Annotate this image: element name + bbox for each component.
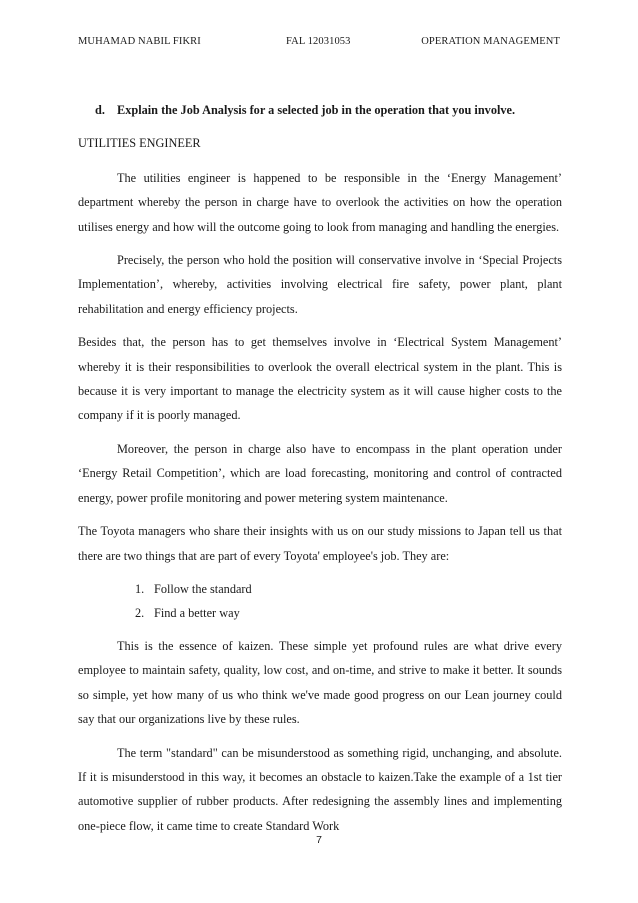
question-number: d.: [95, 103, 105, 117]
page-header: [78, 36, 560, 52]
list-item: [78, 577, 562, 601]
paragraph: Moreover, the person in charge also have to encompass in the plant operation under ‘Energy Retail Competition’, which are load forecasting, monitoring and control of contracted energy, power profile monitoring and power metering system maintenance.: [78, 441, 562, 505]
page-body: [78, 98, 562, 847]
list-item-number: 2.: [135, 605, 145, 620]
paragraph: The utilities engineer is happened to be responsible in the ‘Energy Management’ department whereby the person in charge have to overlook the activities on how the operation utilises energy and how will the outcome going to look from managing and handling the energies.: [78, 170, 562, 234]
numbered-list: [78, 577, 562, 625]
paragraph: This is the essence of kaizen. These simple yet profound rules are what drive every employee to maintain safety, quality, low cost, and on-time, and strive to make it better. It sounds so simple, yet how many of us who think we've made good progress on our Lean journey could say that our organizations live by these rules.: [78, 638, 562, 727]
page-number: 7: [316, 834, 322, 846]
list-item-number: 1.: [135, 581, 145, 596]
header-author: MUHAMAD NABIL FIKRI: [78, 36, 201, 47]
list-item-text: Follow the standard: [154, 581, 252, 596]
list-item: [78, 601, 562, 625]
section-title: UTILITIES ENGINEER: [78, 136, 201, 151]
question-heading: [78, 98, 562, 122]
header-id: FAL 12031053: [286, 36, 351, 47]
list-item-text: Find a better way: [154, 605, 240, 620]
header-subject: OPERATION MANAGEMENT: [421, 36, 560, 47]
paragraph: The Toyota managers who share their insights with us on our study missions to Japan tell us that there are two things that are part of every Toyota' employee's job. They are:: [78, 524, 562, 563]
question-text: Explain the Job Analysis for a selected job in the operation that you involve.: [117, 103, 516, 117]
paragraph: The term "standard" can be misunderstood as something rigid, unchanging, and absolute. If it is misunderstood in this way, it becomes an obstacle to kaizen.Take the example of a 1st tier automotive supplier of rubber products. After redesigning the assembly lines and implementing one-piece flow, it came time to create Standard Work: [78, 745, 562, 833]
paragraph: Precisely, the person who hold the position will conservative involve in ‘Special Projects Implementation’, whereby, activities involving electrical fire safety, power plant, plant rehabilitation and energy efficiency projects.: [78, 253, 562, 316]
paragraph: Besides that, the person has to get themselves involve in ‘Electrical System Management’ whereby it is their responsibilities to overlook the overall electrical system in the plant. This is because it is very important to manage the electricity system as it will cause higher costs to the company if it is poorly managed.: [78, 335, 562, 423]
